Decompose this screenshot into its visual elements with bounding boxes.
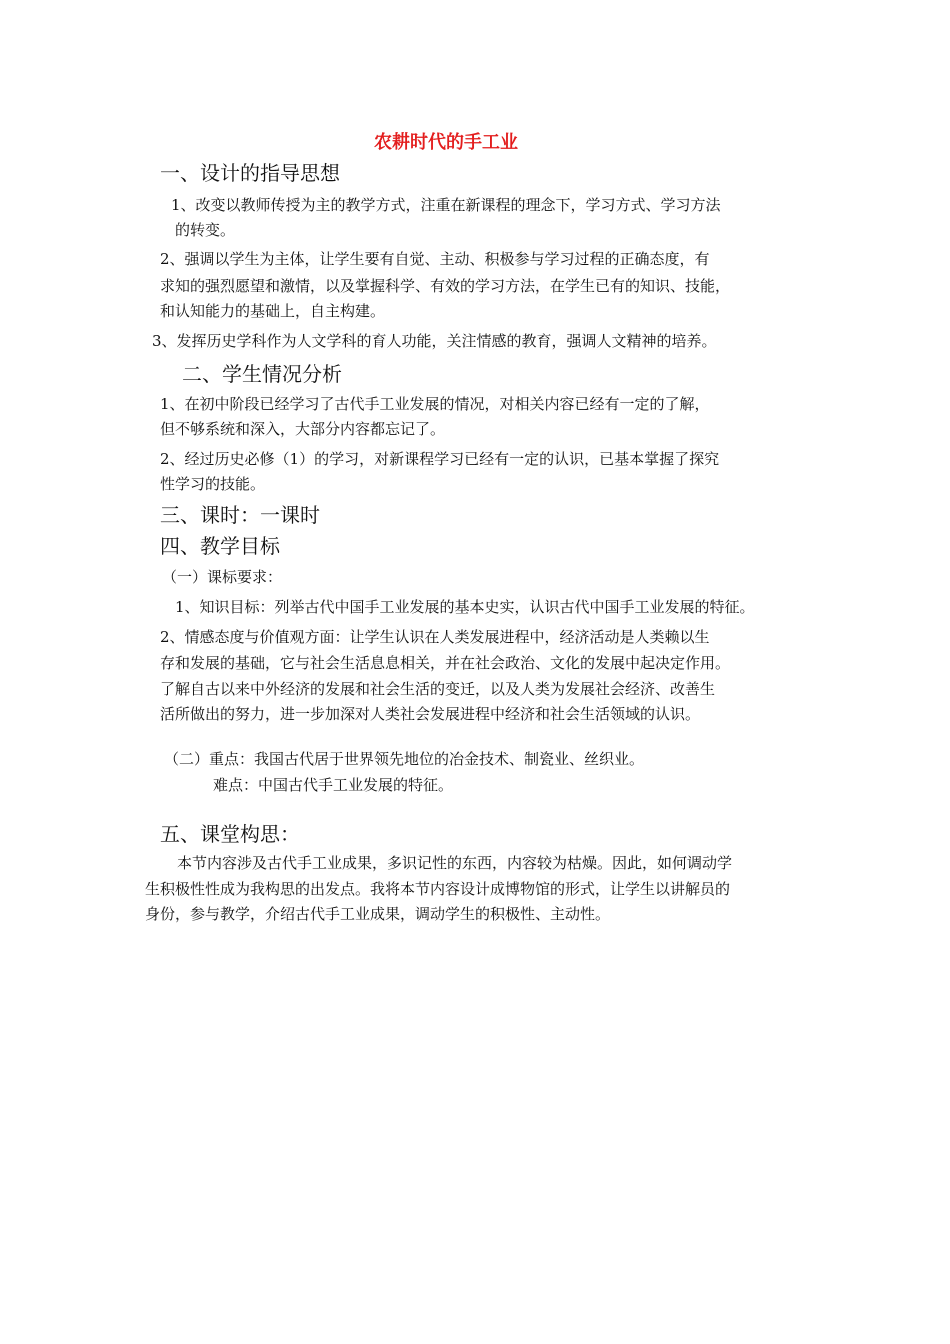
s1-p2-line-1: 2、强调以学生为主体，让学生要有自觉、主动、积极参与学习过程的正确态度，有 xyxy=(160,250,710,268)
section-4-heading: 四、教学目标 xyxy=(160,534,280,558)
s5-p1-line-1: 本节内容涉及古代手工业成果，多识记性的东西，内容较为枯燥。因此，如何调动学 xyxy=(177,854,733,872)
s4-subheading-1: （一）课标要求： xyxy=(162,568,283,586)
s1-p1-line-2: 的转变。 xyxy=(175,221,236,239)
s2-p2-line-2: 性学习的技能。 xyxy=(160,475,266,493)
s2-p1-line-2: 但不够系统和深入，大部分内容都忘记了。 xyxy=(160,420,446,438)
s2-p1-line-1: 1、在初中阶段已经学习了古代手工业发展的情况，对相关内容已经有一定的了解， xyxy=(160,395,710,413)
s1-p3-line-1: 3、发挥历史学科作为人文学科的育人功能，关注情感的教育，强调人文精神的培养。 xyxy=(152,332,717,350)
s4-key-points: （二）重点：我国古代居于世界领先地位的冶金技术、制瓷业、丝织业。 xyxy=(164,750,645,768)
s1-p2-line-3: 和认知能力的基础上，自主构建。 xyxy=(160,302,386,320)
s4-p2-line-3: 了解自古以来中外经济的发展和社会生活的变迁，以及人类为发展社会经济、改善生 xyxy=(160,680,716,698)
s4-p1-line-1: 1、知识目标：列举古代中国手工业发展的基本史实，认识古代中国手工业发展的特征。 xyxy=(175,598,755,616)
s2-p2-line-1: 2、经过历史必修（1）的学习，对新课程学习已经有一定的认识，已基本掌握了探究 xyxy=(160,450,720,468)
s4-p2-line-2: 存和发展的基础，它与社会生活息息相关，并在社会政治、文化的发展中起决定作用。 xyxy=(160,654,731,672)
s5-p1-line-2: 生积极性性成为我构思的出发点。我将本节内容设计成博物馆的形式，让学生以讲解员的 xyxy=(145,880,731,898)
section-2-heading: 二、学生情况分析 xyxy=(182,362,342,386)
document-title: 农耕时代的手工业 xyxy=(374,132,518,153)
s1-p2-line-2: 求知的强烈愿望和激情，以及掌握科学、有效的学习方法，在学生已有的知识、技能， xyxy=(160,277,731,295)
s4-difficulty: 难点：中国古代手工业发展的特征。 xyxy=(213,776,454,794)
section-3-heading: 三、课时：一课时 xyxy=(160,503,320,527)
s1-p1-line-1: 1、改变以教师传授为主的教学方式，注重在新课程的理念下，学习方式、学习方法 xyxy=(171,196,721,214)
section-5-heading: 五、课堂构思： xyxy=(160,822,300,846)
s4-p2-line-4: 活所做出的努力，进一步加深对人类社会发展进程中经济和社会生活领域的认识。 xyxy=(160,705,701,723)
s5-p1-line-3: 身份，参与教学，介绍古代手工业成果，调动学生的积极性、主动性。 xyxy=(145,905,611,923)
section-1-heading: 一、设计的指导思想 xyxy=(160,161,340,185)
s4-p2-line-1: 2、情感态度与价值观方面：让学生认识在人类发展进程中，经济活动是人类赖以生 xyxy=(160,628,710,646)
